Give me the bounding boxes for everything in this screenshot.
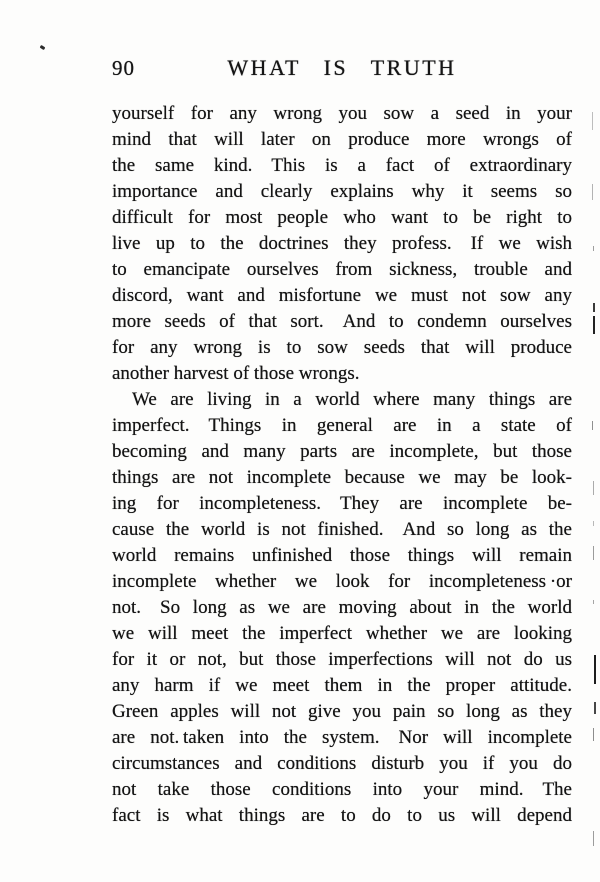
text-line: mind that will later on produce more wrongs of (112, 129, 572, 150)
text-line: for any wrong is to sow seeds that will produce (112, 337, 572, 358)
text-line: discord, want and misfortune we must not sow any (112, 285, 572, 306)
text-line: things are not incomplete because we may be look- (112, 467, 572, 488)
scan-artifact (594, 655, 596, 684)
text-line: imperfect. Things in general are in a state of (112, 415, 572, 436)
text-line: not take those conditions into your mind. The (112, 779, 572, 800)
running-header (112, 55, 572, 83)
scan-artifact (593, 546, 594, 560)
scan-artifact (592, 421, 593, 430)
text-line: fact is what things are to do to us will depend (112, 805, 572, 826)
scan-artifact (594, 702, 596, 714)
text-line: for it or not, but those imperfections will not do us (112, 649, 572, 670)
text-line: we will meet the imperfect whether we are looking (112, 623, 572, 644)
scan-artifact (593, 316, 595, 334)
scan-speck (40, 45, 46, 50)
scan-artifact (593, 481, 594, 495)
text-line: to emancipate ourselves from sickness, trouble and (112, 259, 572, 280)
scan-artifact (593, 600, 594, 604)
text-line: We are living in a world where many things are (132, 389, 572, 410)
text-line: yourself for any wrong you sow a seed in your (112, 103, 572, 124)
text-line: ing for incompleteness. They are incomplete be- (112, 493, 572, 514)
text-line: circumstances and conditions disturb you if you do (112, 753, 572, 774)
text-line: difficult for most people who want to be right to (112, 207, 572, 228)
scan-artifact (592, 184, 593, 200)
scan-artifact (593, 303, 595, 312)
text-line: live up to the doctrines they profess. If we wish (112, 233, 572, 254)
scan-artifact (593, 246, 594, 251)
scan-artifact (592, 112, 593, 130)
text-line: Green apples will not give you pain so long as they (112, 701, 572, 722)
text-line: any harm if we meet them in the proper attitude. (112, 675, 572, 696)
text-line: not. So long as we are moving about in the world (112, 597, 572, 618)
text-line: more seeds of that sort. And to condemn ourselves (112, 311, 572, 332)
text-block (112, 101, 572, 829)
text-line: importance and clearly explains why it seems so (112, 181, 572, 202)
text-line: becoming and many parts are incomplete, but those (112, 441, 572, 462)
scan-artifact (593, 728, 594, 741)
page-number: 90 (112, 56, 135, 80)
text-line: cause the world is not finished. And so long as the (112, 519, 572, 540)
text-line: are not. taken into the system. Nor will incomplete (112, 727, 572, 748)
text-line: world remains unfinished those things will remain (112, 545, 572, 566)
scan-artifact (593, 831, 594, 846)
running-title: WHAT IS TRUTH (227, 55, 457, 80)
text-line: the same kind. This is a fact of extraordinary (112, 155, 572, 176)
text-line: another harvest of those wrongs. (112, 363, 360, 384)
text-line: incomplete whether we look for incompleteness ·or (112, 571, 572, 592)
scan-artifact (593, 521, 594, 526)
